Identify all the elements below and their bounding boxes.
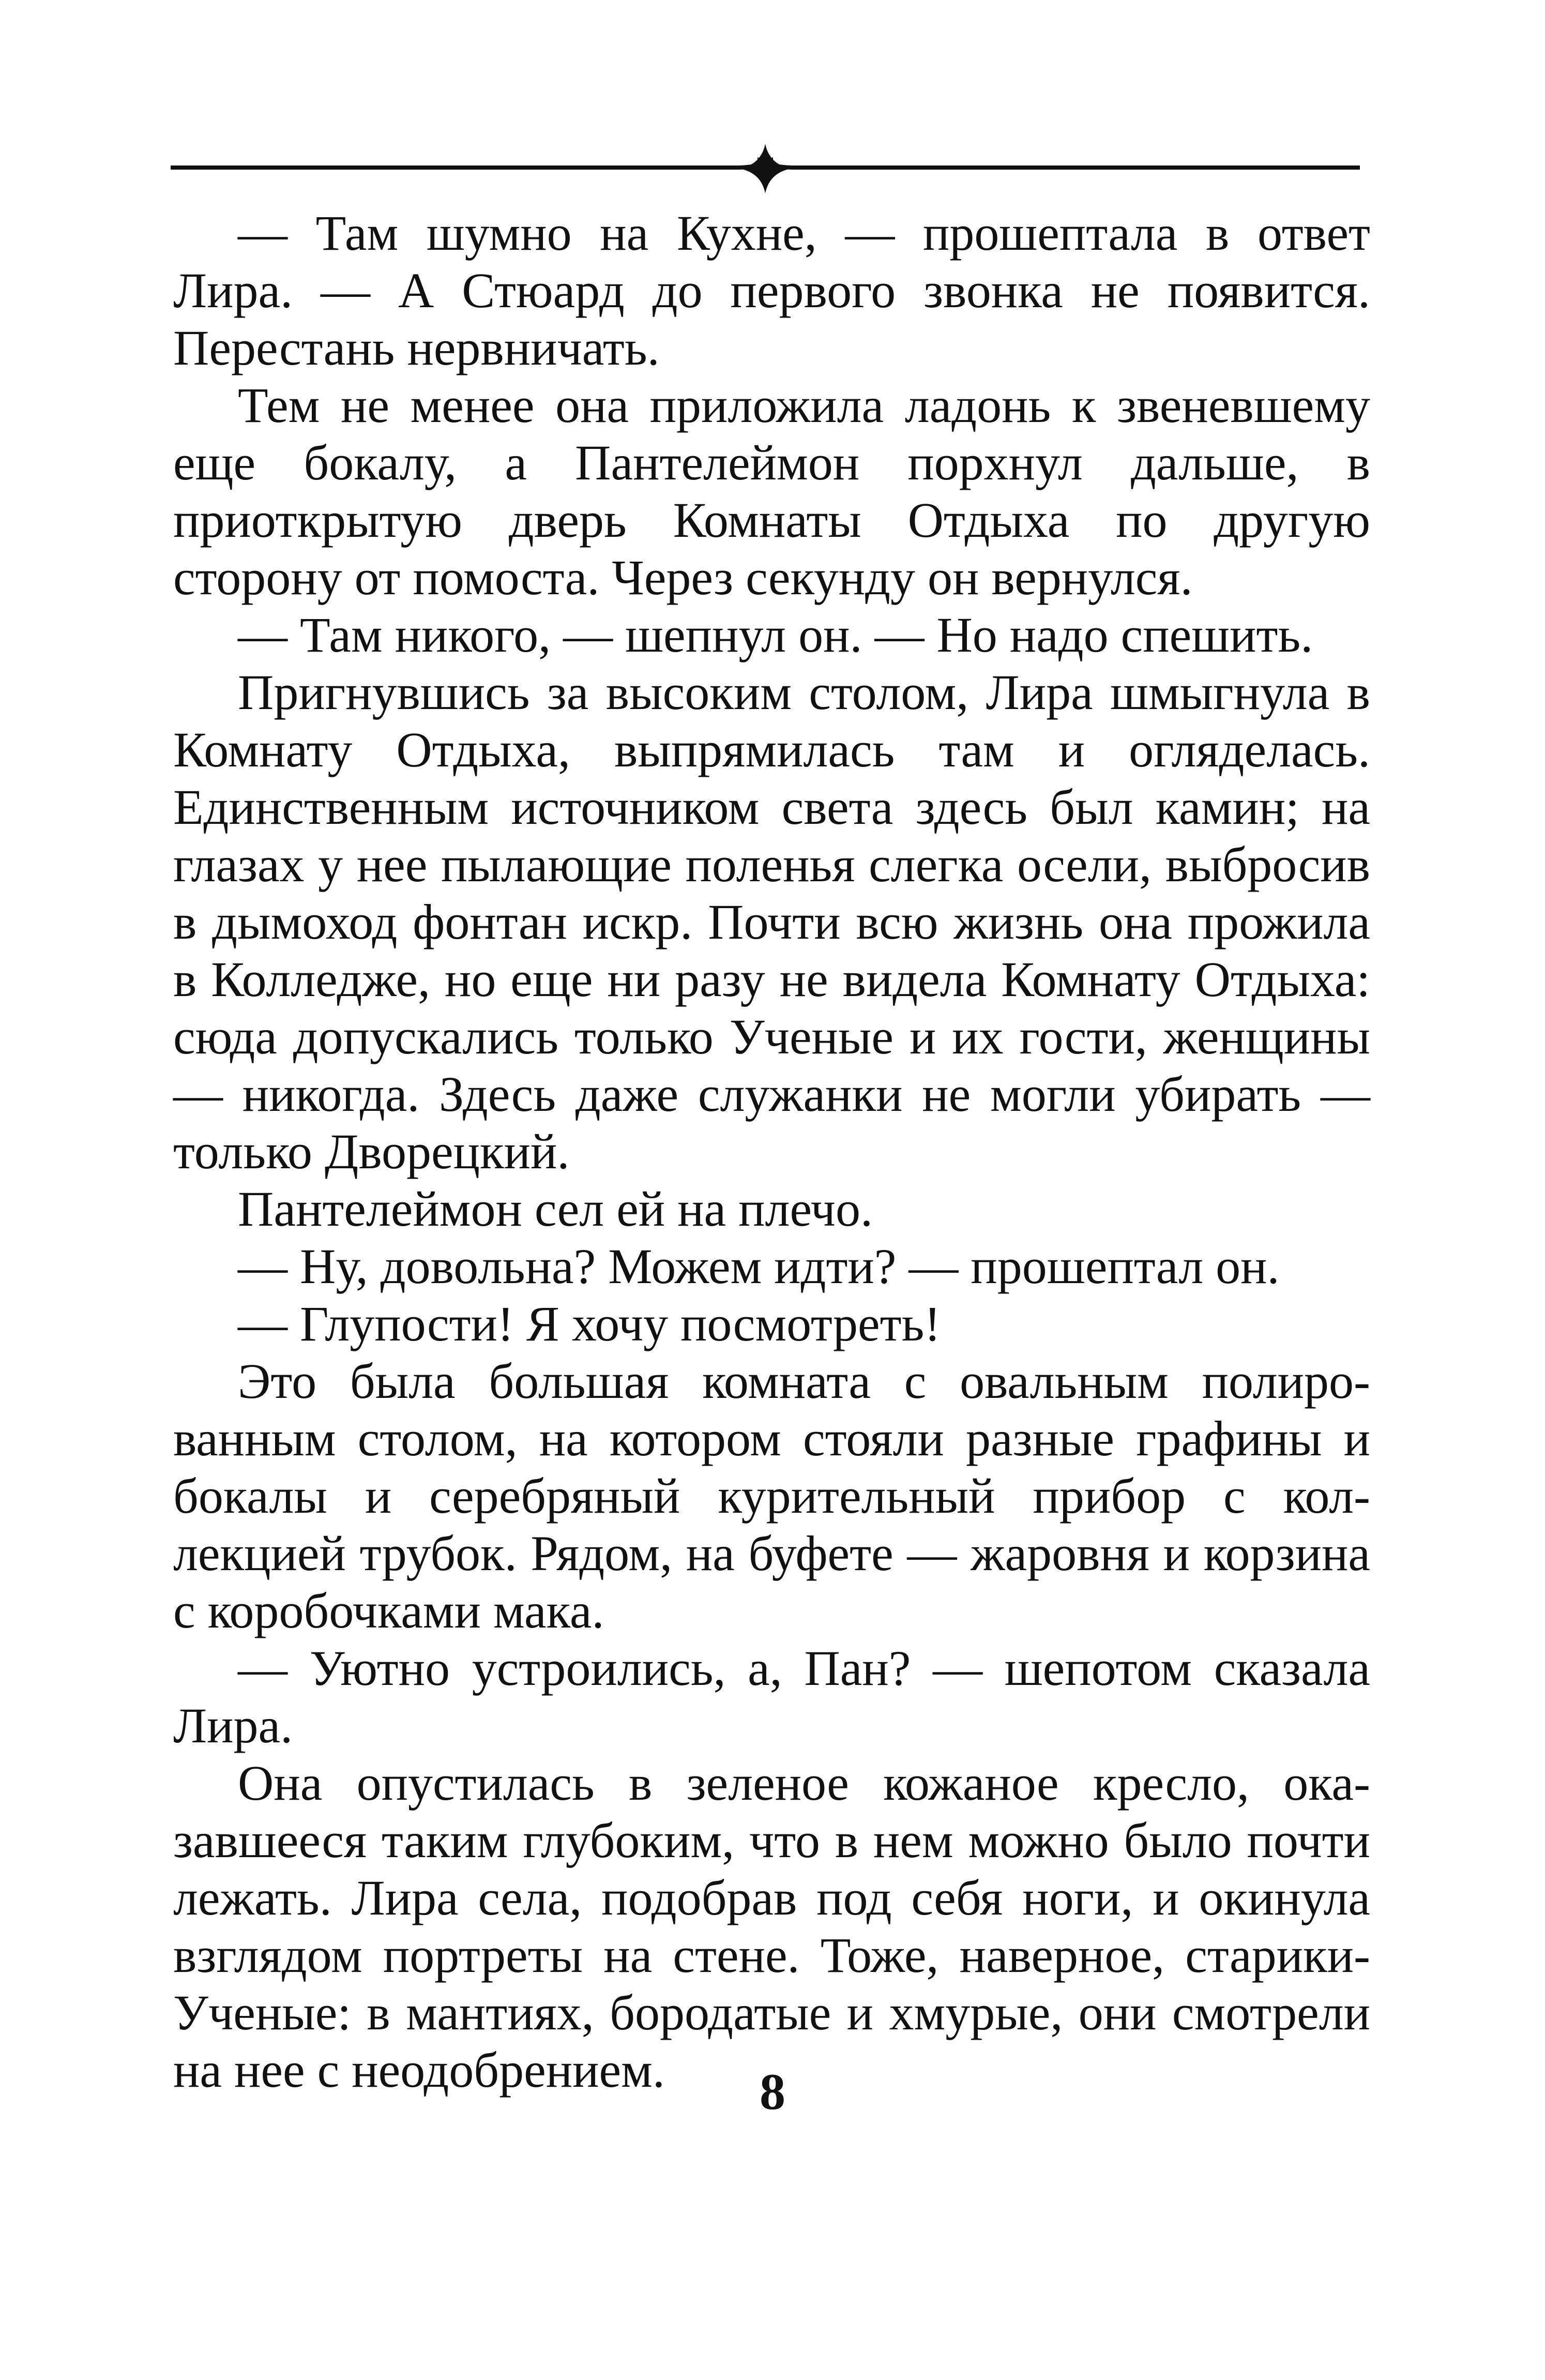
divider-ornament [171, 140, 1360, 197]
paragraph-2: Тем не менее она приложила ладонь к звеневшему еще бокалу, а Пантелеймон порхнул дальше, в приоткрытую дверь Комнаты Отдыха по другую сторону от помоста. Через секунду он вернулся. [173, 378, 1370, 605]
page-number: 8 [760, 2063, 785, 2120]
paragraph-3: — Там никого, — шепнул он. — Но надо спешить. [238, 607, 1313, 662]
paragraph-9: — Уютно устроились, а, Пан? — шепотом сказала Лира. [173, 1640, 1370, 1753]
paragraph-1: — Там шумно на Кухне, — прошептала в ответ Лира. — А Стюард до первого звонка не появится. Перестань нервничать. [173, 205, 1370, 375]
paragraph-6: — Ну, довольна? Можем идти? — прошептал он. [238, 1239, 1280, 1294]
paragraph-4: Пригнувшись за высоким столом, Лира шмыгнула в Комнату Отдыха, выпрямилась там и огляделась. Единственным источником света здесь был камин; на глазах у нее пылающие поленья слегка осели, выбросив в дымоход фонтан искр. Почти всю жизнь она прожила в Колледже, но еще ни разу не видела Комнату Отдыха: сюда допускались только Ученые и их гости, женщины — никогда. Здесь даже служанки не могли убирать — только Дворецкий. [173, 665, 1370, 1179]
paragraph-5: Пантелеймон сел ей на плечо. [238, 1181, 873, 1237]
paragraph-7: — Глупости! Я хочу посмотреть! [238, 1296, 941, 1351]
body-text [173, 204, 1370, 2099]
paragraph-10: Она опустилась в зеленое кожаное кресло, оказавшееся таким глубоким, что в нем можно было почти лежать. Лира села, подобрав под себя ноги, и окинула взглядом портреты на стене. Тоже, наверное, старики-Ученые: в мантиях, бородатые и хмурые, они смотрели на нее с неодобрением. [173, 1755, 1370, 2098]
four-point-star-divider-icon [171, 144, 1360, 193]
paragraph-8: Это была большая комната с овальным полированным столом, на котором стояли разные графины и бокалы и серебряный курительный прибор с коллекцией трубок. Рядом, на буфете — жаровня и корзина с коробочками мака. [173, 1353, 1370, 1638]
